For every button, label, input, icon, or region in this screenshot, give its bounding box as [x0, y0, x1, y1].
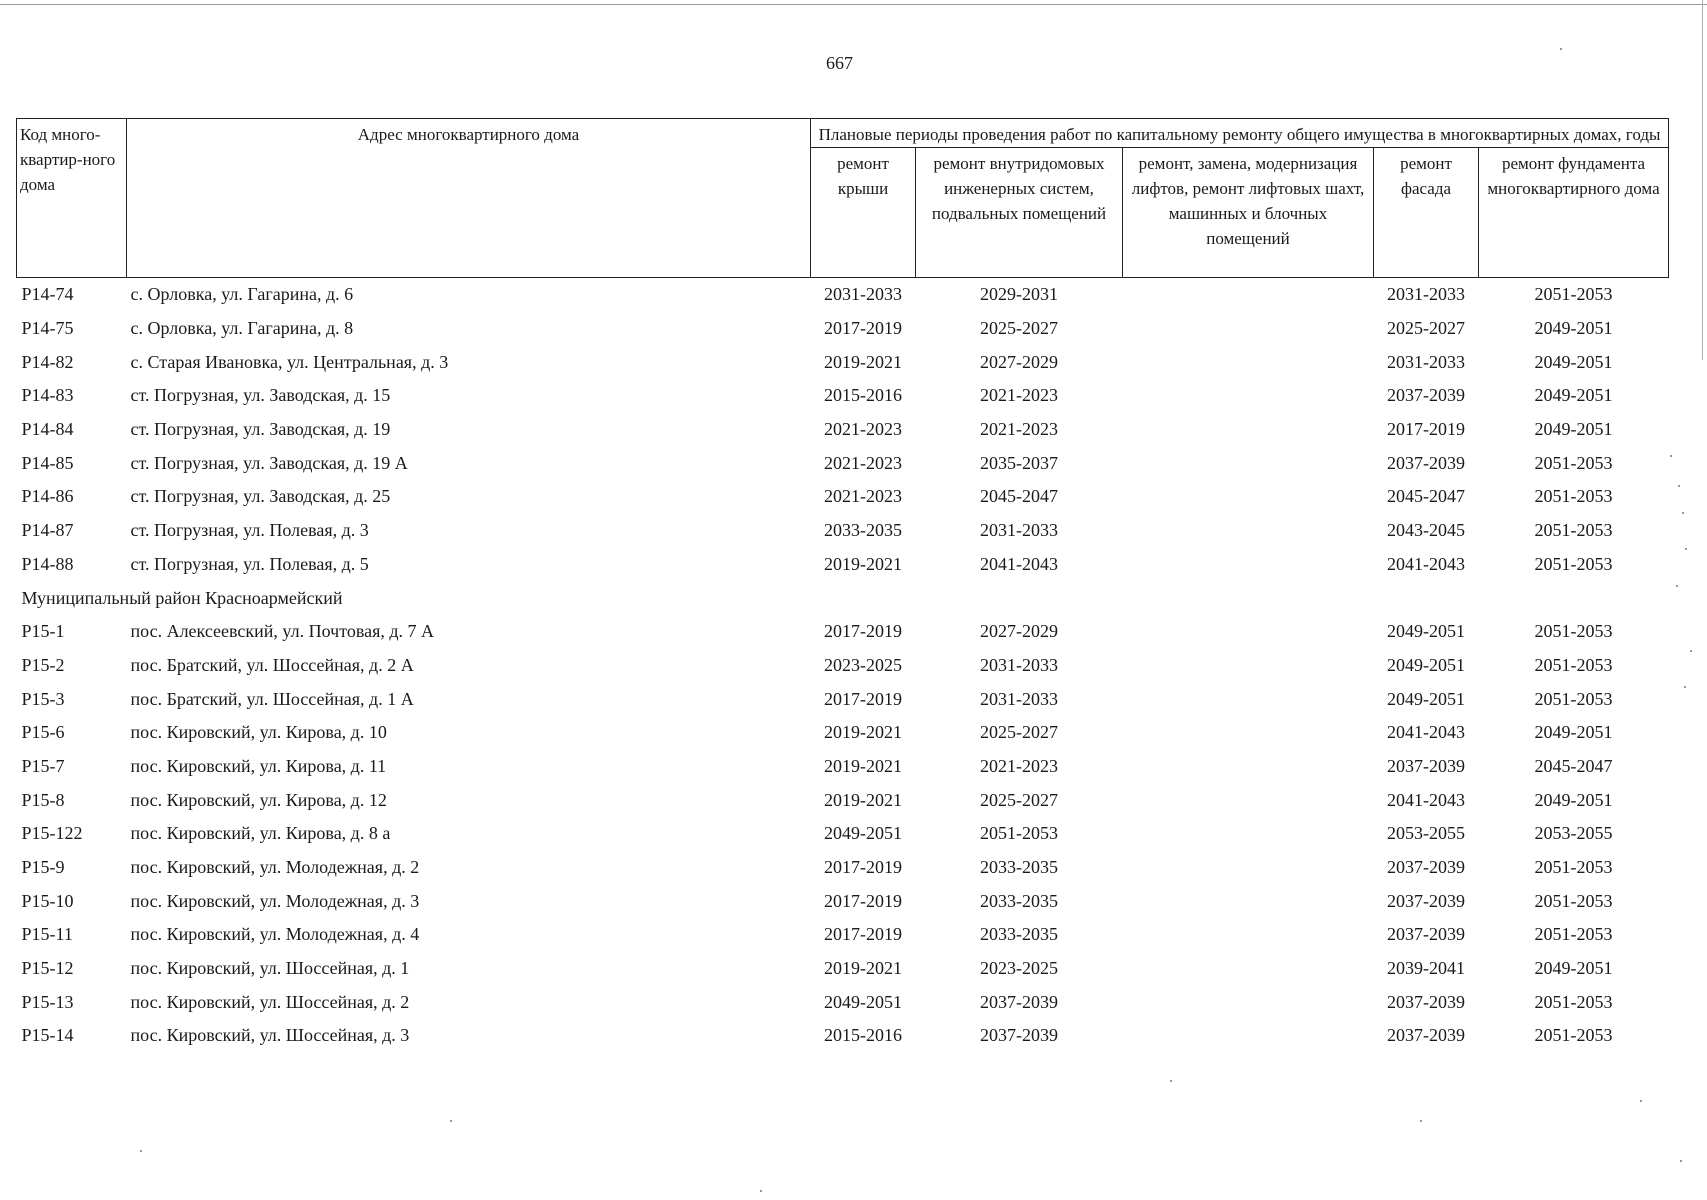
cell-systems: 2023-2025	[980, 958, 1058, 979]
cell-roof: 2019-2021	[824, 553, 902, 574]
cell-facade: 2017-2019	[1387, 419, 1465, 440]
cell-roof: 2015-2016	[824, 1025, 902, 1046]
cell-foundation: 2051-2053	[1534, 857, 1613, 878]
cell-systems: 2031-2033	[980, 520, 1058, 541]
table-row	[17, 985, 1669, 1019]
cell-code: P14-74	[21, 284, 74, 305]
scan-speck	[1682, 512, 1684, 514]
cell-roof: 2017-2019	[824, 890, 902, 911]
cell-systems: 2021-2023	[980, 419, 1058, 440]
cell-facade: 2037-2039	[1387, 755, 1465, 776]
cell-roof: 2017-2019	[824, 688, 902, 709]
cell-systems: 2035-2037	[980, 452, 1058, 473]
header-systems: ремонт внутридомовых инженерных систем, подвальных помещений	[916, 148, 1123, 278]
scan-speck	[1678, 485, 1680, 487]
cell-systems: 2025-2027	[980, 722, 1058, 743]
scan-speck	[1684, 686, 1686, 688]
cell-address: ст. Погрузная, ул. Полевая, д. 3	[130, 520, 369, 541]
cell-elevators	[1123, 548, 1374, 582]
scan-speck	[760, 1190, 762, 1192]
cell-code: P15-9	[21, 857, 65, 878]
table-row	[17, 851, 1669, 885]
cell-roof: 2017-2019	[824, 924, 902, 945]
cell-foundation: 2051-2053	[1534, 553, 1613, 574]
cell-roof: 2019-2021	[824, 722, 902, 743]
scan-speck	[1670, 455, 1672, 457]
cell-foundation: 2049-2051	[1534, 789, 1613, 810]
section-title: Муниципальный район Красноармейский	[21, 587, 343, 608]
table-row	[17, 278, 1669, 312]
cell-systems: 2029-2031	[980, 284, 1058, 305]
cell-foundation: 2049-2051	[1534, 318, 1613, 339]
cell-code: P15-8	[21, 789, 65, 810]
cell-elevators	[1123, 884, 1374, 918]
cell-address: пос. Кировский, ул. Молодежная, д. 4	[130, 924, 420, 945]
cell-systems: 2021-2023	[980, 755, 1058, 776]
cell-foundation: 2051-2053	[1534, 452, 1613, 473]
cell-elevators	[1123, 817, 1374, 851]
cell-address: пос. Кировский, ул. Шоссейная, д. 3	[130, 1025, 410, 1046]
cell-roof: 2021-2023	[824, 419, 902, 440]
cell-foundation: 2051-2053	[1534, 991, 1613, 1012]
cell-systems: 2051-2053	[980, 823, 1058, 844]
cell-code: P15-7	[21, 755, 65, 776]
scan-speck	[1560, 48, 1562, 50]
header-address: Адрес многоквартирного дома	[127, 119, 811, 278]
cell-roof: 2049-2051	[824, 991, 902, 1012]
cell-code: P15-11	[21, 924, 73, 945]
cell-address: пос. Кировский, ул. Кирова, д. 8 а	[130, 823, 391, 844]
scan-speck	[450, 1120, 452, 1122]
cell-systems: 2027-2029	[980, 621, 1058, 642]
cell-facade: 2031-2033	[1387, 351, 1465, 372]
cell-foundation: 2051-2053	[1534, 520, 1613, 541]
cell-roof: 2031-2033	[824, 284, 902, 305]
cell-address: пос. Кировский, ул. Молодежная, д. 2	[130, 857, 420, 878]
table-row	[17, 480, 1669, 514]
cell-code: P14-86	[21, 486, 74, 507]
cell-elevators	[1123, 278, 1374, 312]
cell-elevators	[1123, 480, 1374, 514]
table-row	[17, 750, 1669, 784]
cell-code: P14-85	[21, 452, 74, 473]
cell-facade: 2031-2033	[1387, 284, 1465, 305]
cell-elevators	[1123, 379, 1374, 413]
cell-elevators	[1123, 783, 1374, 817]
cell-elevators	[1123, 985, 1374, 1019]
cell-foundation: 2051-2053	[1534, 1025, 1613, 1046]
cell-address: с. Старая Ивановка, ул. Центральная, д. 3	[130, 351, 449, 372]
table-row	[17, 312, 1669, 346]
cell-code: P15-6	[21, 722, 65, 743]
page-number: 667	[826, 53, 853, 73]
cell-facade: 2037-2039	[1387, 452, 1465, 473]
table-row	[17, 379, 1669, 413]
cell-elevators	[1123, 413, 1374, 447]
cell-foundation: 2049-2051	[1534, 958, 1613, 979]
cell-systems: 2041-2043	[980, 553, 1058, 574]
cell-systems: 2021-2023	[980, 385, 1058, 406]
cell-elevators	[1123, 682, 1374, 716]
cell-address: с. Орловка, ул. Гагарина, д. 8	[130, 318, 354, 339]
cell-code: P14-82	[21, 351, 74, 372]
scan-right-border	[1702, 0, 1703, 360]
cell-code: P15-13	[21, 991, 74, 1012]
cell-roof: 2049-2051	[824, 823, 902, 844]
table-row	[17, 783, 1669, 817]
cell-code: P15-10	[21, 890, 74, 911]
scan-speck	[1170, 1080, 1172, 1082]
cell-systems: 2033-2035	[980, 924, 1058, 945]
cell-address: ст. Погрузная, ул. Полевая, д. 5	[130, 553, 369, 574]
cell-address: пос. Кировский, ул. Шоссейная, д. 1	[130, 958, 410, 979]
table-row	[17, 918, 1669, 952]
cell-roof: 2017-2019	[824, 621, 902, 642]
header-facade: ремонт фасада	[1374, 148, 1479, 278]
cell-roof: 2023-2025	[824, 654, 902, 675]
cell-facade: 2053-2055	[1387, 823, 1465, 844]
cell-systems: 2033-2035	[980, 890, 1058, 911]
cell-code: P14-88	[21, 553, 74, 574]
cell-address: пос. Кировский, ул. Кирова, д. 10	[130, 722, 387, 743]
cell-roof: 2019-2021	[824, 755, 902, 776]
cell-systems: 2031-2033	[980, 688, 1058, 709]
cell-roof: 2019-2021	[824, 351, 902, 372]
cell-facade: 2037-2039	[1387, 385, 1465, 406]
cell-code: P15-1	[21, 621, 65, 642]
cell-foundation: 2051-2053	[1534, 486, 1613, 507]
table-row	[17, 716, 1669, 750]
scan-speck	[140, 1150, 142, 1152]
cell-facade: 2045-2047	[1387, 486, 1465, 507]
cell-foundation: 2051-2053	[1534, 284, 1613, 305]
cell-foundation: 2049-2051	[1534, 385, 1613, 406]
cell-systems: 2045-2047	[980, 486, 1058, 507]
cell-address: с. Орловка, ул. Гагарина, д. 6	[130, 284, 354, 305]
scan-speck	[1685, 548, 1687, 550]
cell-elevators	[1123, 446, 1374, 480]
cell-address: ст. Погрузная, ул. Заводская, д. 25	[130, 486, 391, 507]
table-body	[17, 278, 1669, 1053]
cell-address: ст. Погрузная, ул. Заводская, д. 19	[130, 419, 391, 440]
cell-systems: 2027-2029	[980, 351, 1058, 372]
cell-code: P14-84	[21, 419, 74, 440]
table-row	[17, 682, 1669, 716]
cell-elevators	[1123, 851, 1374, 885]
cell-foundation: 2051-2053	[1534, 890, 1613, 911]
cell-elevators	[1123, 514, 1374, 548]
cell-systems: 2037-2039	[980, 991, 1058, 1012]
scan-speck	[1640, 1100, 1642, 1102]
table-row	[17, 817, 1669, 851]
repair-schedule-table	[16, 118, 1669, 1053]
cell-foundation: 2051-2053	[1534, 688, 1613, 709]
section-row	[17, 581, 1669, 615]
cell-roof: 2019-2021	[824, 789, 902, 810]
cell-elevators	[1123, 312, 1374, 346]
header-roof: ремонт крыши	[811, 148, 916, 278]
cell-roof: 2017-2019	[824, 318, 902, 339]
table-row	[17, 649, 1669, 683]
cell-roof: 2033-2035	[824, 520, 902, 541]
cell-systems: 2025-2027	[980, 318, 1058, 339]
cell-facade: 2041-2043	[1387, 789, 1465, 810]
header-foundation: ремонт фундамента многоквартирного дома	[1479, 148, 1669, 278]
cell-foundation: 2049-2051	[1534, 419, 1613, 440]
cell-address: ст. Погрузная, ул. Заводская, д. 19 А	[130, 452, 408, 473]
cell-systems: 2031-2033	[980, 654, 1058, 675]
cell-foundation: 2049-2051	[1534, 722, 1613, 743]
cell-address: пос. Алексеевский, ул. Почтовая, д. 7 А	[130, 621, 435, 642]
cell-code: P15-122	[21, 823, 83, 844]
cell-foundation: 2051-2053	[1534, 621, 1613, 642]
cell-code: P14-75	[21, 318, 74, 339]
header-code: Код много-квартир-ного дома	[17, 119, 127, 278]
cell-facade: 2037-2039	[1387, 890, 1465, 911]
cell-code: P15-12	[21, 958, 74, 979]
cell-facade: 2039-2041	[1387, 958, 1465, 979]
cell-address: пос. Кировский, ул. Кирова, д. 12	[130, 789, 387, 810]
cell-facade: 2037-2039	[1387, 924, 1465, 945]
cell-facade: 2025-2027	[1387, 318, 1465, 339]
scan-speck	[1676, 585, 1678, 587]
table-header	[17, 119, 1669, 278]
cell-address: пос. Братский, ул. Шоссейная, д. 2 А	[130, 654, 414, 675]
cell-address: пос. Кировский, ул. Молодежная, д. 3	[130, 890, 420, 911]
cell-elevators	[1123, 952, 1374, 986]
cell-foundation: 2053-2055	[1534, 823, 1613, 844]
cell-elevators	[1123, 345, 1374, 379]
cell-facade: 2041-2043	[1387, 722, 1465, 743]
cell-code: P15-2	[21, 654, 65, 675]
table-row	[17, 952, 1669, 986]
cell-code: P14-83	[21, 385, 74, 406]
cell-address: пос. Кировский, ул. Кирова, д. 11	[130, 755, 387, 776]
cell-systems: 2037-2039	[980, 1025, 1058, 1046]
header-periods: Плановые периоды проведения работ по капитальному ремонту общего имущества в многоквартирных домах, годы	[811, 119, 1669, 148]
table-row	[17, 514, 1669, 548]
cell-foundation: 2045-2047	[1534, 755, 1613, 776]
table-row	[17, 446, 1669, 480]
table-row	[17, 615, 1669, 649]
cell-address: пос. Кировский, ул. Шоссейная, д. 2	[130, 991, 410, 1012]
cell-address: пос. Братский, ул. Шоссейная, д. 1 А	[130, 688, 414, 709]
cell-address: ст. Погрузная, ул. Заводская, д. 15	[130, 385, 391, 406]
cell-facade: 2041-2043	[1387, 553, 1465, 574]
table-row	[17, 548, 1669, 582]
cell-elevators	[1123, 918, 1374, 952]
cell-facade: 2037-2039	[1387, 857, 1465, 878]
cell-facade: 2049-2051	[1387, 654, 1465, 675]
cell-facade: 2037-2039	[1387, 1025, 1465, 1046]
cell-elevators	[1123, 750, 1374, 784]
cell-facade: 2037-2039	[1387, 991, 1465, 1012]
cell-facade: 2049-2051	[1387, 688, 1465, 709]
cell-roof: 2019-2021	[824, 958, 902, 979]
cell-elevators	[1123, 649, 1374, 683]
cell-facade: 2043-2045	[1387, 520, 1465, 541]
cell-roof: 2015-2016	[824, 385, 902, 406]
header-elevators: ремонт, замена, модернизация лифтов, ремонт лифтовых шахт, машинных и блочных помещений	[1123, 148, 1374, 278]
cell-elevators	[1123, 1019, 1374, 1053]
table-row	[17, 1019, 1669, 1053]
scan-top-border	[0, 4, 1707, 5]
cell-systems: 2033-2035	[980, 857, 1058, 878]
table-row	[17, 884, 1669, 918]
scan-speck	[1420, 1120, 1422, 1122]
cell-elevators	[1123, 615, 1374, 649]
cell-code: P14-87	[21, 520, 74, 541]
scan-speck	[1680, 1160, 1682, 1162]
cell-roof: 2021-2023	[824, 486, 902, 507]
cell-foundation: 2049-2051	[1534, 351, 1613, 372]
scan-speck	[1690, 650, 1692, 652]
table-row	[17, 413, 1669, 447]
cell-elevators	[1123, 716, 1374, 750]
cell-code: P15-14	[21, 1025, 74, 1046]
cell-facade: 2049-2051	[1387, 621, 1465, 642]
table-row	[17, 345, 1669, 379]
cell-code: P15-3	[21, 688, 65, 709]
cell-foundation: 2051-2053	[1534, 924, 1613, 945]
cell-foundation: 2051-2053	[1534, 654, 1613, 675]
cell-systems: 2025-2027	[980, 789, 1058, 810]
cell-roof: 2021-2023	[824, 452, 902, 473]
cell-roof: 2017-2019	[824, 857, 902, 878]
